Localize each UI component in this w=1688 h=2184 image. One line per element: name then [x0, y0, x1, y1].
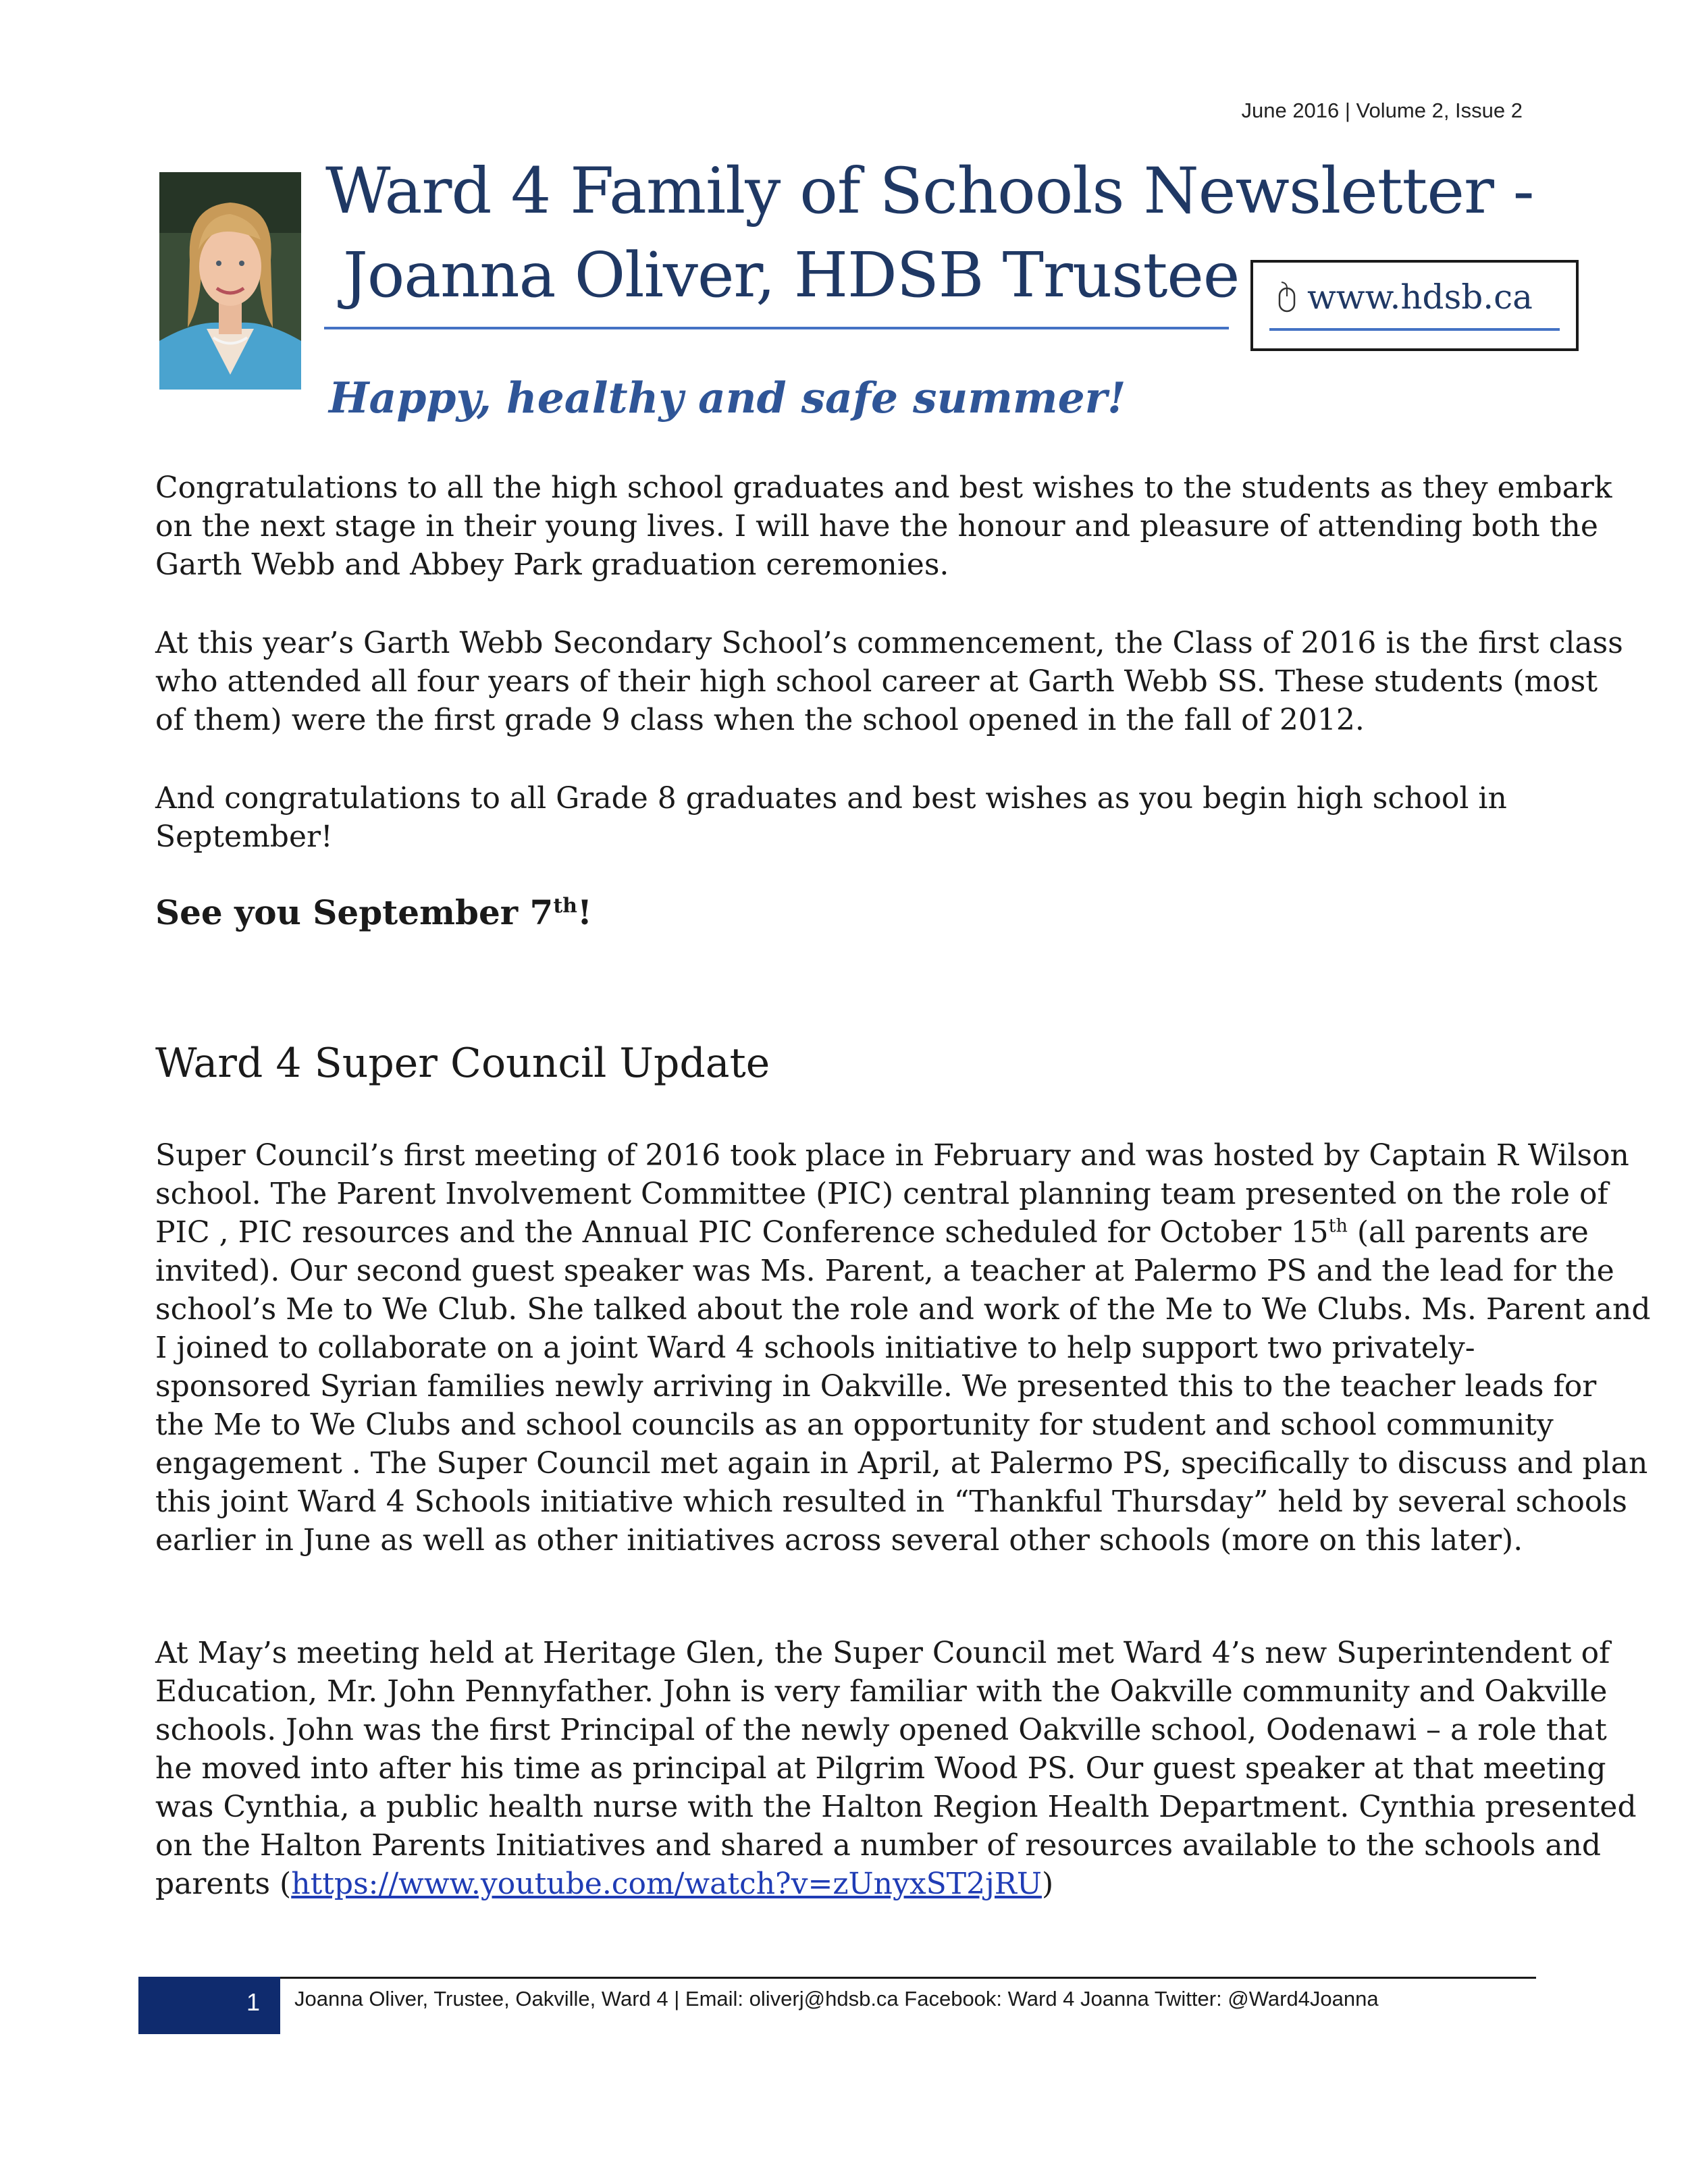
council-paragraph-1	[155, 1136, 1651, 1560]
newsletter-title: Ward 4 Family of Schools Newsletter -	[325, 155, 1534, 228]
see-you-superscript: th	[553, 894, 577, 918]
see-you-heading	[155, 893, 592, 932]
page-number: 1	[246, 1988, 261, 2016]
text-line: school. The Parent Involvement Committee (PIC) central planning team presented on the role of	[155, 1177, 1608, 1211]
text-line: on the Halton Parents Initiatives and shared a number of resources available to the schools and	[155, 1828, 1602, 1863]
text-line: the Me to We Clubs and school councils as an opportunity for student and school community	[155, 1408, 1554, 1442]
text-segment: (all parents are	[1347, 1215, 1589, 1250]
text-line: earlier in June as well as other initiatives across several other schools (more on this later).	[155, 1523, 1523, 1557]
mouse-icon	[1273, 280, 1300, 314]
intro-paragraph-2	[155, 624, 1623, 739]
intro-paragraph-1	[155, 469, 1612, 584]
issue-line: June 2016 | Volume 2, Issue 2	[1241, 99, 1523, 122]
website-box[interactable]	[1250, 260, 1579, 351]
website-underline	[1269, 328, 1560, 331]
text-line	[155, 1865, 1539, 1903]
trustee-portrait-image	[159, 172, 301, 390]
website-link[interactable]: www.hdsb.ca	[1307, 277, 1533, 317]
text-segment: PIC , PIC resources and the Annual PIC Conference scheduled for October 15	[155, 1215, 1329, 1250]
text-line: At this year’s Garth Webb Secondary School’s commencement, the Class of 2016 is the first class	[155, 626, 1623, 660]
intro-paragraph-3	[155, 779, 1539, 856]
title-underline	[324, 327, 1229, 329]
youtube-link[interactable]: https://www.youtube.com/watch?v=zUnyxST2jRU	[291, 1867, 1042, 1901]
footer-contact: Joanna Oliver, Trustee, Oakville, Ward 4 | Email: oliverj@hdsb.ca Facebook: Ward 4 Joanna Twitter: @Ward4Joanna	[294, 1987, 1379, 2010]
text-line: I joined to collaborate on a joint Ward 4 schools initiative to help support two privately-	[155, 1331, 1475, 1365]
text-line: who attended all four years of their high school career at Garth Webb SS. These students (most	[155, 664, 1598, 699]
tagline: Happy, healthy and safe summer!	[329, 373, 1126, 423]
text-line: At May’s meeting held at Heritage Glen, the Super Council met Ward 4’s new Superintendent of	[155, 1636, 1610, 1670]
text-line: sponsored Syrian families newly arriving in Oakville. We presented this to the teacher leads for	[155, 1369, 1597, 1404]
council-paragraph-2	[155, 1634, 1637, 1903]
text-line: Education, Mr. John Pennyfather. John is very familiar with the Oakville community and Oakville	[155, 1674, 1608, 1709]
text-segment: )	[1041, 1867, 1054, 1901]
footer-rule	[280, 1977, 1536, 1979]
superscript: th	[1328, 1215, 1348, 1237]
text-line: he moved into after his time as principal at Pilgrim Wood PS. Our guest speaker at that meeting	[155, 1751, 1606, 1786]
trustee-photo	[159, 172, 301, 390]
text-line: Garth Webb and Abbey Park graduation ceremonies.	[155, 548, 949, 582]
text-line: September!	[155, 820, 333, 854]
section-heading: Ward 4 Super Council Update	[155, 1040, 770, 1087]
text-line: of them) were the first grade 9 class when the school opened in the fall of 2012.	[155, 703, 1365, 737]
text-line: school’s Me to We Club. She talked about the role and work of the Me to We Clubs. Ms. Parent and	[155, 1292, 1651, 1327]
text-line: this joint Ward 4 Schools initiative which resulted in “Thankful Thursday” held by several schools	[155, 1485, 1627, 1519]
text-line	[155, 1213, 1589, 1252]
text-line: And congratulations to all Grade 8 graduates and best wishes as you begin high school in	[155, 781, 1507, 816]
text-line: engagement . The Super Council met again in April, at Palermo PS, specifically to discuss and plan	[155, 1446, 1648, 1481]
text-line: was Cynthia, a public health nurse with the Halton Region Health Department. Cynthia presented	[155, 1790, 1637, 1824]
text-line: Congratulations to all the high school graduates and best wishes to the students as they embark	[155, 471, 1612, 505]
text-line: Super Council’s first meeting of 2016 took place in February and was hosted by Captain R Wilson	[155, 1138, 1629, 1173]
see-you-end: !	[577, 893, 592, 932]
text-segment: parents (	[155, 1867, 292, 1901]
newsletter-subtitle: Joanna Oliver, HDSB Trustee	[343, 239, 1240, 311]
text-line: on the next stage in their young lives. I will have the honour and pleasure of attending both the	[155, 509, 1598, 543]
see-you-text: See you September 7	[155, 893, 554, 932]
text-line: schools. John was the first Principal of the newly opened Oakville school, Oodenawi – a role that	[155, 1713, 1607, 1747]
text-line: invited). Our second guest speaker was Ms. Parent, a teacher at Palermo PS and the lead for the	[155, 1254, 1614, 1288]
